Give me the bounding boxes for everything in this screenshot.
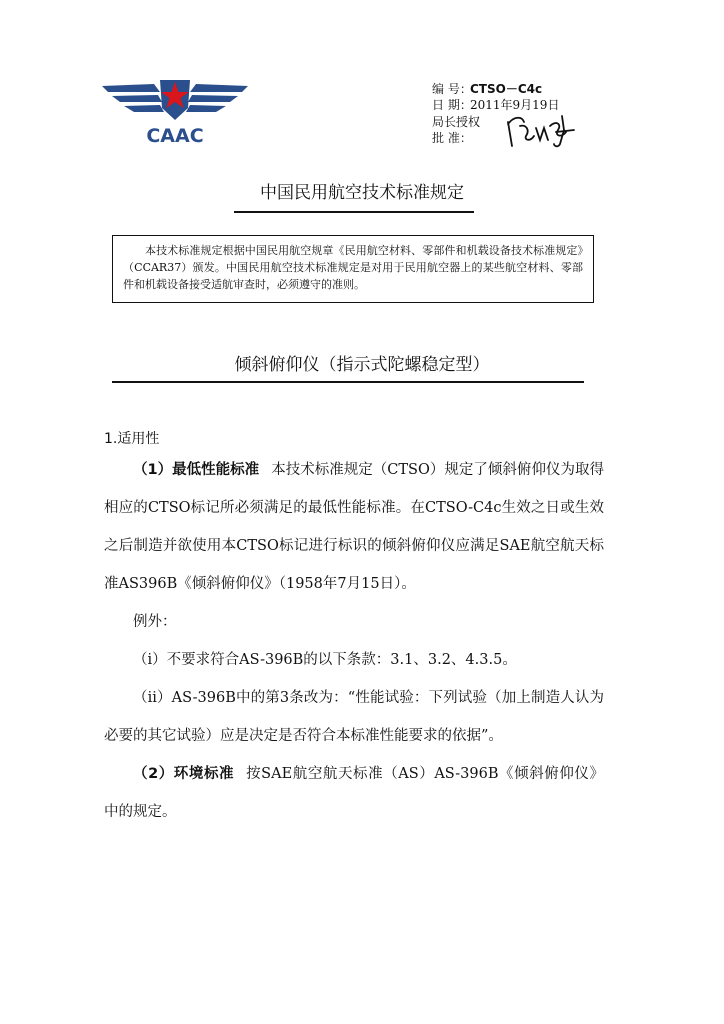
paragraph-text: 本技术标准规定（CTSO）规定了倾斜俯仰仪为取得相应的CTSO标记所必须满足的最低性能标准。在CTSO-C4c生效之日或生效之后制造并欲使用本CTSO标记进行标识的倾斜俯仰仪应满足SAE航空航天标准AS396B《倾斜俯仰仪》（1958年7月15日）。 bbox=[104, 462, 604, 592]
notice-text: 本技术标准规定根据中国民用航空规章《民用航空材料、零部件和机载设备技术标准规定》（CCAR37）颁发。中国民用航空技术标准规定是对用于民用航空器上的某些航空材料、零部件和机载设备接受适航审查时，必须遵守的准则。 bbox=[123, 244, 583, 291]
paragraph-label: （2）环境标准 bbox=[133, 766, 235, 782]
approve-row bbox=[432, 131, 470, 146]
doc-number-label: 编 号： bbox=[432, 82, 472, 96]
section-body bbox=[104, 451, 604, 831]
title-rule bbox=[234, 211, 474, 213]
doc-date-value: 2011年9月19日 bbox=[470, 98, 560, 112]
doc-title: 倾斜俯仰仪（指示式陀螺稳定型） bbox=[234, 355, 490, 375]
doc-number-row bbox=[432, 82, 542, 97]
doc-number-value: CTSO－C4c bbox=[470, 82, 543, 96]
paragraph-min-performance bbox=[104, 451, 604, 603]
logo-text: CAAC bbox=[146, 125, 204, 147]
paragraph-environment bbox=[104, 755, 604, 831]
section-heading: 1.适用性 bbox=[104, 431, 160, 447]
paragraph-label: （1）最低性能标准 bbox=[133, 462, 260, 478]
exception-item-2: （ii）AS-396B中的第3条改为：“性能试验：下列试验（加上制造人认为必要的其它试验）应是决定是否符合本标准性能要求的依据”。 bbox=[104, 690, 604, 744]
exception-item-1: （i）不要求符合AS-396B的以下条款：3.1、3.2、4.3.5。 bbox=[133, 652, 517, 668]
paragraph-text: 按SAE航空航天标准（AS）AS-396B《倾斜俯仰仪》中的规定。 bbox=[104, 766, 604, 820]
exception-label: 例外： bbox=[133, 614, 177, 630]
caac-logo bbox=[102, 72, 248, 150]
doc-title-rule bbox=[112, 381, 584, 383]
signature-image bbox=[500, 110, 580, 152]
main-title: 中国民用航空技术标准规定 bbox=[260, 183, 464, 203]
auth-label: 局长授权 bbox=[432, 115, 481, 129]
approve-label: 批 准： bbox=[432, 131, 472, 145]
notice-box bbox=[112, 235, 594, 303]
doc-date-label: 日 期： bbox=[432, 98, 472, 112]
